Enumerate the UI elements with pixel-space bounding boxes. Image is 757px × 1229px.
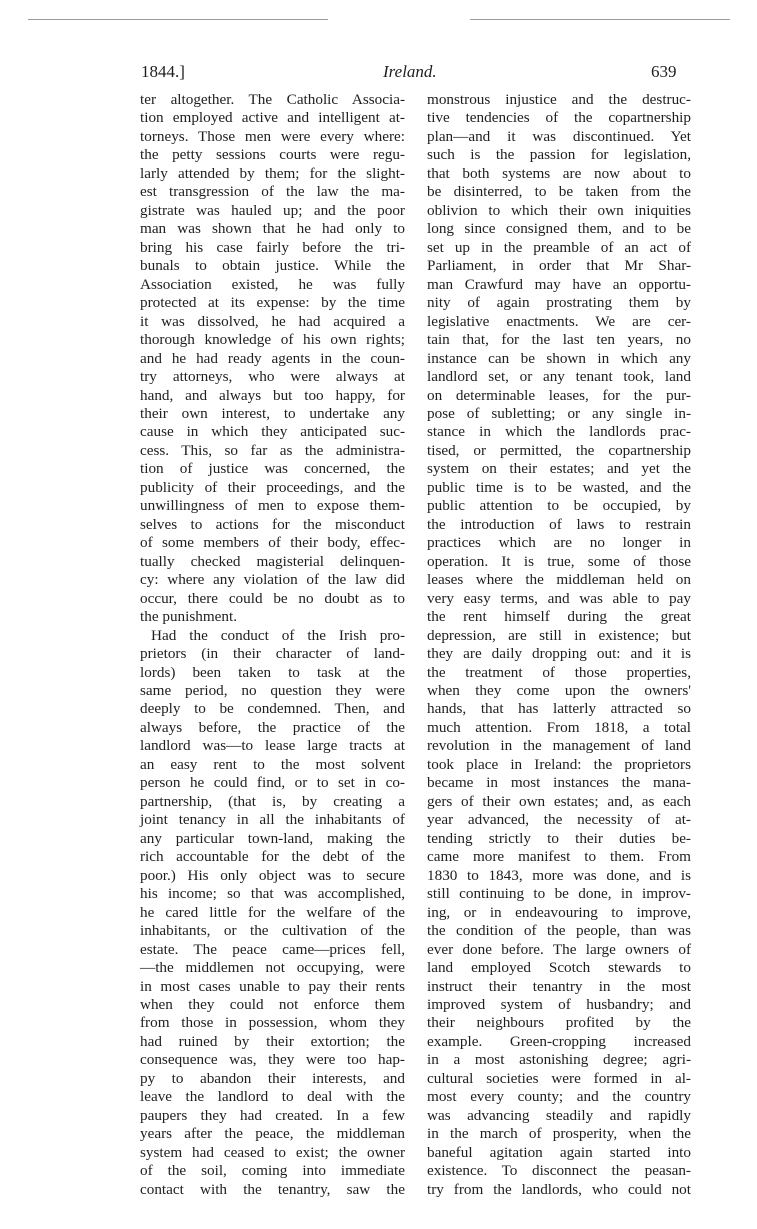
text-line: the condition of the people, than was xyxy=(427,922,691,940)
text-line: lords) been taken to task at the xyxy=(140,663,405,681)
text-line: came more manifest to them. From xyxy=(427,848,691,866)
page-number: 639 xyxy=(651,62,677,81)
text-line: years after the peace, the middleman xyxy=(140,1125,405,1143)
text-line: revolution in the management of land xyxy=(427,737,691,755)
text-line: occur, there could be no doubt as to xyxy=(140,589,405,607)
text-line: stance in which the landlords prac- xyxy=(427,423,691,441)
text-line: they are daily dropping out: and it is xyxy=(427,645,691,663)
text-line: Had the conduct of the Irish pro- xyxy=(151,626,405,644)
paragraph xyxy=(427,91,691,1199)
text-line: long since consigned them, and to be xyxy=(427,220,691,238)
text-line: the treatment of those properties, xyxy=(427,663,691,681)
text-line: leave the landlord to deal with the xyxy=(140,1088,405,1106)
text-line: bunals to obtain justice. While the xyxy=(140,257,405,275)
text-line: ever done before. The large owners of xyxy=(427,940,691,958)
text-line: larly attended by them; for the slight- xyxy=(140,164,405,182)
text-line: from those in possession, whom they xyxy=(140,1014,405,1032)
text-line: very easy terms, and was able to pay xyxy=(427,589,691,607)
text-line: the punishment. xyxy=(140,608,238,626)
text-line: tion employed active and intelligent at- xyxy=(140,109,405,127)
text-line: py to abandon their interests, and xyxy=(140,1069,405,1087)
text-line: nity of again prostrating them by xyxy=(427,294,691,312)
text-line: torneys. Those men were every where: xyxy=(140,127,405,145)
text-line: unwillingness of men to expose them- xyxy=(140,497,405,515)
text-line: was advancing steadily and rapidly xyxy=(427,1106,691,1124)
text-line: publicity of their proceedings, and the xyxy=(140,478,405,496)
paragraph xyxy=(140,91,405,627)
top-rule-right xyxy=(470,19,730,20)
text-line: deeply to be condemned. Then, and xyxy=(140,700,405,718)
text-line: ter altogether. The Catholic Associa- xyxy=(140,91,405,108)
text-line: their own interest, to undertake any xyxy=(140,404,405,422)
text-line: example. Green-cropping increased xyxy=(427,1032,691,1050)
text-line: depression, are still in existence; but xyxy=(427,626,691,644)
text-line: tain that, for the last ten years, no xyxy=(427,331,691,349)
text-line: contact with the tenantry, saw the xyxy=(140,1180,405,1198)
text-line: ing, or in endeavouring to improve, xyxy=(427,903,691,921)
text-line: public time is to be wasted, and the xyxy=(427,478,691,496)
text-line: consequence was, they were too hap- xyxy=(140,1051,405,1069)
text-line: cause in which they anticipated suc- xyxy=(140,423,405,441)
text-line: Association existed, he was fully xyxy=(140,275,405,293)
text-line: cultural societies were formed in al- xyxy=(427,1069,691,1087)
text-line: the introduction of laws to restrain xyxy=(427,515,691,533)
text-line: tion of justice was concerned, the xyxy=(140,460,405,478)
text-line: much attention. From 1818, a total xyxy=(427,718,691,736)
text-line: their neighbours profited by the xyxy=(427,1014,691,1032)
text-column-left xyxy=(140,91,405,1199)
text-line: plan—and it was discontinued. Yet xyxy=(427,127,691,145)
text-line: the petty sessions courts were regu- xyxy=(140,146,405,164)
paragraph xyxy=(140,627,405,1200)
text-line: tive tendencies of the copartnership xyxy=(427,109,691,127)
text-line: landlord set, or any tenant took, land xyxy=(427,368,691,386)
text-line: system on their estates; and yet the xyxy=(427,460,691,478)
text-line: oblivion to which their own iniquities xyxy=(427,201,691,219)
text-line: it was dissolved, he had acquired a xyxy=(140,312,405,330)
text-line: 1830 to 1843, more was done, and is xyxy=(427,866,691,884)
text-line: cy: where any violation of the law did xyxy=(140,571,405,589)
text-line: became in most instances the mana- xyxy=(427,774,691,792)
text-line: man was shown that he had only to xyxy=(140,220,405,238)
text-line: gistrate was hauled up; and the poor xyxy=(140,201,405,219)
text-line: such is the passion for legislation, xyxy=(427,146,691,164)
text-line: most every county; and the country xyxy=(427,1088,691,1106)
text-line: protected at its expense: by the time xyxy=(140,294,405,312)
text-line: poor.) His only object was to secure xyxy=(140,866,405,884)
text-line: paupers they had created. In a few xyxy=(140,1106,405,1124)
text-line: —the middlemen not occupying, were xyxy=(140,959,405,977)
text-line: man Crawfurd may have an opportu- xyxy=(427,275,691,293)
text-line: took place in Ireland: the proprietors xyxy=(427,755,691,773)
text-line: existence. To disconnect the peasan- xyxy=(427,1162,691,1180)
top-rule-left xyxy=(28,19,328,20)
text-line: on determinable leases, for the pur- xyxy=(427,386,691,404)
text-line: instance can be shown in which any xyxy=(427,349,691,367)
text-line: practices which are no longer in xyxy=(427,534,691,552)
text-line: when they come upon the owners' xyxy=(427,682,691,699)
text-line: baneful agitation again started into xyxy=(427,1143,691,1161)
text-line: landlord was—to lease large tracts at xyxy=(140,737,405,755)
text-line: be disinterred, to be taken from the xyxy=(427,183,691,201)
text-line: rich accountable for the debt of the xyxy=(140,848,405,866)
text-line: gers of their own estates; and, as each xyxy=(427,792,691,810)
text-line: any particular town-land, making the xyxy=(140,829,405,847)
text-line: tually checked magisterial delinquen- xyxy=(140,552,405,570)
text-line: thorough knowledge of his own rights; xyxy=(140,331,405,349)
text-line: person he could find, or to set in co- xyxy=(140,774,405,792)
text-line: always before, the practice of the xyxy=(140,718,405,736)
text-line: try attorneys, who were always at xyxy=(140,368,405,386)
text-line: year advanced, the necessity of at- xyxy=(427,811,691,829)
text-line: est transgression of the law the ma- xyxy=(140,183,405,201)
text-line: in most cases unable to pay their rents xyxy=(140,977,405,995)
text-line: Parliament, in order that Mr Shar- xyxy=(427,257,691,275)
text-line: pose of subletting; or any single in- xyxy=(427,404,691,422)
text-line: in a most astonishing degree; agri- xyxy=(427,1051,691,1069)
text-line: an easy rent to the most solvent xyxy=(140,755,405,773)
text-line: prietors (in their character of land- xyxy=(140,645,405,663)
text-line: cess. This, so far as the administra- xyxy=(140,441,405,459)
text-line: set up in the preamble of an act of xyxy=(427,238,691,256)
text-line: that both systems are now about to xyxy=(427,164,691,182)
text-line: and he had ready agents in the coun- xyxy=(140,349,405,367)
text-line: improved system of husbandry; and xyxy=(427,995,691,1013)
text-line: he cared little for the welfare of the xyxy=(140,903,405,921)
running-head-year: 1844.] xyxy=(141,62,185,81)
running-head-title: Ireland. xyxy=(383,62,437,81)
text-line: hand, and always but too happy, for xyxy=(140,386,405,404)
text-line: leases where the middleman held on xyxy=(427,571,691,589)
text-line: of the soil, coming into immediate xyxy=(140,1162,405,1180)
text-line: operation. It is true, some of those xyxy=(427,552,691,570)
text-line: tised, or permitted, the copartnership xyxy=(427,441,691,459)
text-line: hands, that has latterly attracted so xyxy=(427,700,691,718)
text-line: system had ceased to exist; the owner xyxy=(140,1143,405,1161)
text-line: in the march of prosperity, when the xyxy=(427,1125,691,1143)
text-line: same period, no question they were xyxy=(140,682,405,699)
text-line: partnership, (that is, by creating a xyxy=(140,792,405,810)
text-line: try from the landlords, who could not xyxy=(427,1180,691,1198)
text-line: tending strictly to their duties be- xyxy=(427,829,691,847)
text-line: when they could not enforce them xyxy=(140,995,405,1013)
text-line: estate. The peace came—prices fell, xyxy=(140,940,405,958)
text-line: monstrous injustice and the destruc- xyxy=(427,91,691,108)
text-line: had ruined by their extortion; the xyxy=(140,1032,405,1050)
text-line: his income; so that was accomplished, xyxy=(140,885,405,903)
text-line: joint tenancy in all the inhabitants of xyxy=(140,811,405,829)
text-line: land employed Scotch stewards to xyxy=(427,959,691,977)
text-line: the rent himself during the great xyxy=(427,608,691,626)
text-line: instruct their tenantry in the most xyxy=(427,977,691,995)
text-line: selves to actions for the misconduct xyxy=(140,515,405,533)
text-line: inhabitants, or the cultivation of the xyxy=(140,922,405,940)
text-line: bring his case fairly before the tri- xyxy=(140,238,405,256)
text-line: still continuing to be done, in improv- xyxy=(427,885,691,903)
text-line: legislative enactments. We are cer- xyxy=(427,312,691,330)
text-line: of some members of their body, effec- xyxy=(140,534,405,552)
text-column-right xyxy=(427,91,691,1199)
text-line: public attention to be occupied, by xyxy=(427,497,691,515)
